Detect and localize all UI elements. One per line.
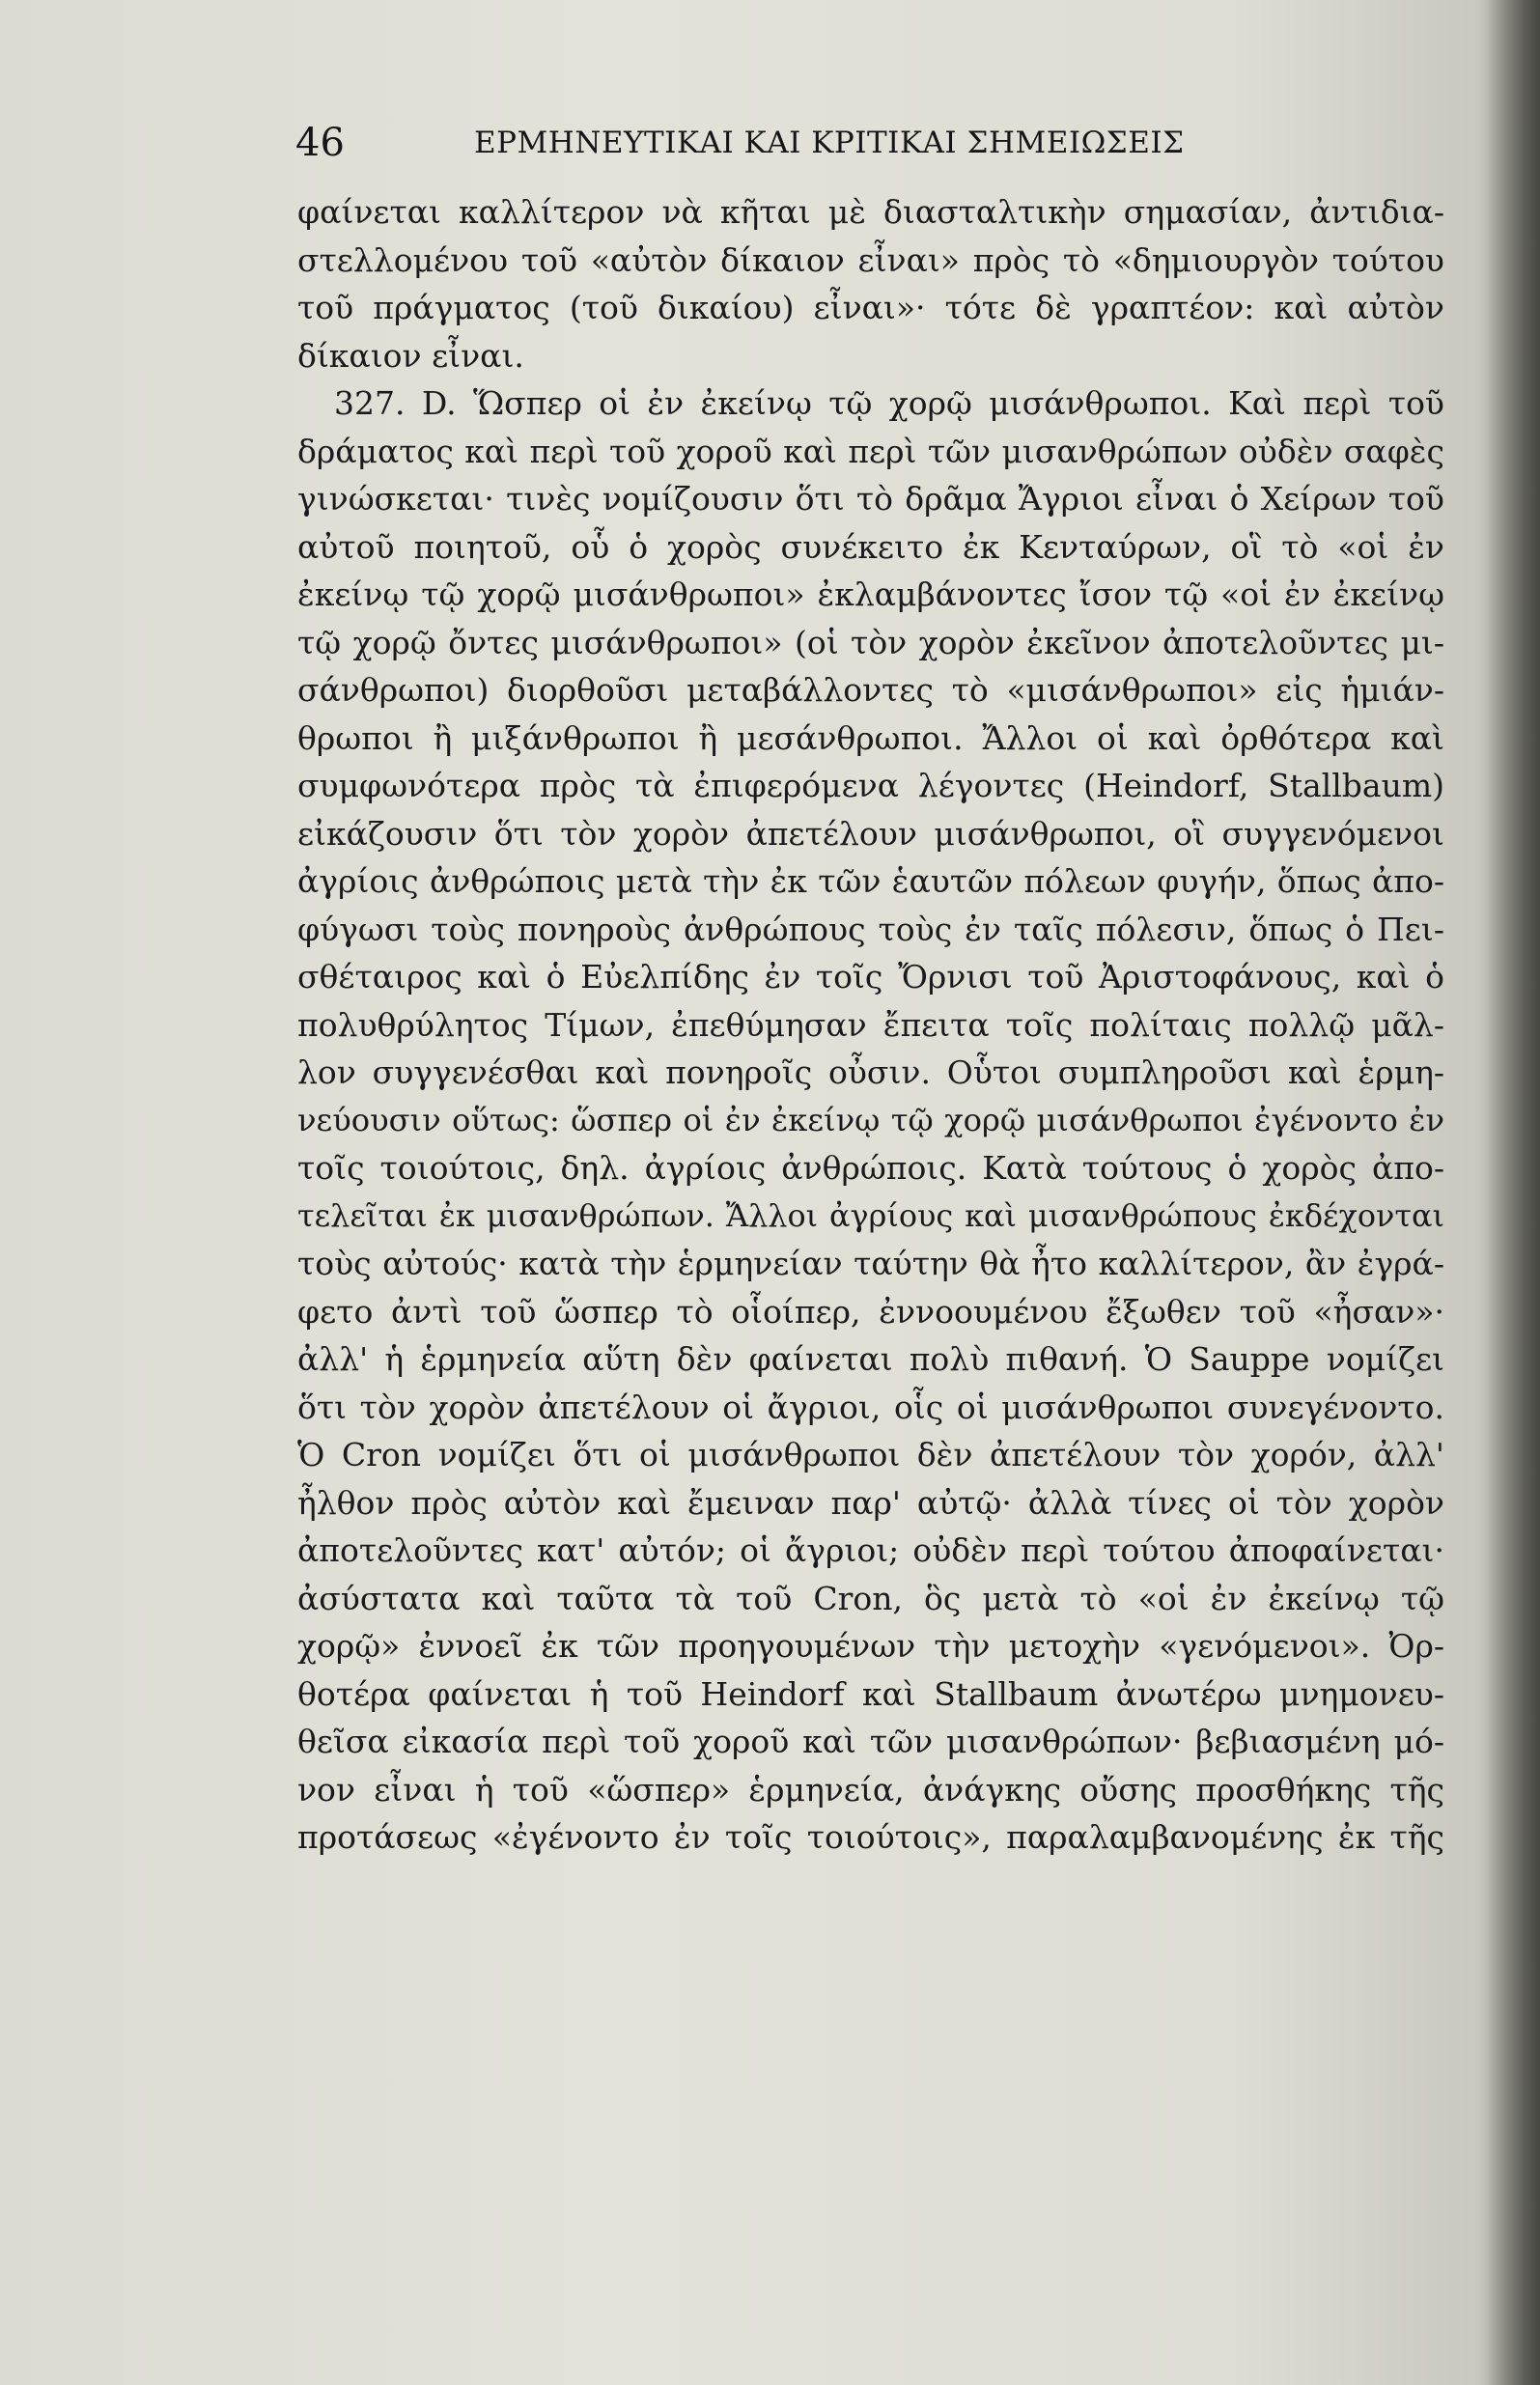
text-line: Ὁ Cron νομίζει ὅτι οἱ μισάνθρωποι δὲν ἀπετέλουν τὸν χορόν, ἀλλ' <box>297 1436 1444 1473</box>
text-line: σθέταιρος καὶ ὁ Εὐελπίδης ἐν τοῖς Ὄρνισι τοῦ Ἀριστοφάνους, καὶ ὁ <box>297 958 1444 996</box>
text-line: γινώσκεται· τινὲς νομίζουσιν ὅτι τὸ δρᾶμα Ἄγριοι εἶναι ὁ Χείρων τοῦ <box>297 480 1444 518</box>
text-line: ἐκείνῳ τῷ χορῷ μισάνθρωποι» ἐκλαμβάνοντες ἴσον τῷ «οἱ ἐν ἐκείνῳ <box>297 575 1444 613</box>
page-header <box>295 114 1261 172</box>
text-line: τῷ χορῷ ὄντες μισάνθρωποι» (οἱ τὸν χορὸν ἐκεῖνον ἀποτελοῦντες μι- <box>297 623 1444 661</box>
text-line: τοὺς αὐτούς· κατὰ τὴν ἑρμηνείαν ταύτην θὰ ἦτο καλλίτερον, ἂν ἐγρά- <box>297 1245 1444 1282</box>
text-line: ὅτι τὸν χορὸν ἀπετέλουν οἱ ἄγριοι, οἷς οἱ μισάνθρωποι συνεγένοντο. <box>297 1388 1444 1426</box>
text-line: χορῷ» ἐννοεῖ ἐκ τῶν προηγουμένων τὴν μετοχὴν «γενόμενοι». Ὀρ- <box>297 1627 1444 1665</box>
text-line: προτάσεως «ἐγένοντο ἐν τοῖς τοιούτοις», παραλαμβανομένης ἐκ τῆς <box>297 1818 1444 1856</box>
text-line: ἀλλ' ἡ ἑρμηνεία αὕτη δὲν φαίνεται πολὺ πιθανή. Ὁ Sauppe νομίζει <box>297 1340 1444 1378</box>
text-line: λον συγγενέσθαι καὶ πονηροῖς οὖσιν. Οὗτοι συμπληροῦσι καὶ ἑρμη- <box>297 1053 1444 1091</box>
text-line: στελλομένου τοῦ «αὐτὸν δίκαιον εἶναι» πρὸς τὸ «δημιουργὸν τούτου <box>297 240 1444 279</box>
body-text <box>297 188 1444 1862</box>
text-line: θοτέρα φαίνεται ἡ τοῦ Heindorf καὶ Stallbaum ἀνωτέρω μνημονευ- <box>297 1674 1444 1713</box>
text-line: πολυθρύλητος Τίμων, ἐπεθύμησαν ἔπειτα τοῖς πολίταις πολλῷ μᾶλ- <box>297 1005 1444 1044</box>
text-line: συμφωνότερα πρὸς τὰ ἐπιφερόμενα λέγοντες (Heindorf, Stallbaum) <box>297 767 1444 804</box>
text-line: εἰκάζουσιν ὅτι τὸν χορὸν ἀπετέλουν μισάνθρωποι, οἳ συγγενόμενοι <box>297 814 1444 853</box>
text-line: φύγωσι τοὺς πονηροὺς ἀνθρώπους τοὺς ἐν ταῖς πόλεσιν, ὅπως ὁ Πει- <box>297 910 1444 948</box>
text-line: 327. D. Ὥσπερ οἱ ἐν ἐκείνῳ τῷ χορῷ μισάνθρωποι. Καὶ περὶ τοῦ <box>334 384 1444 422</box>
text-line: σάνθρωποι) διορθοῦσι μεταβάλλοντες τὸ «μισάνθρωποι» εἰς ἡμιάν- <box>297 671 1444 709</box>
text-line: ἀσύστατα καὶ ταῦτα τὰ τοῦ Cron, ὃς μετὰ τὸ «οἱ ἐν ἐκείνῳ τῷ <box>297 1579 1444 1617</box>
text-line: θεῖσα εἰκασία περὶ τοῦ χοροῦ καὶ τῶν μισανθρώπων· βεβιασμένη μό- <box>297 1723 1444 1760</box>
running-title: ΕΡΜΗΝΕΥΤΙΚΑΙ ΚΑΙ ΚΡΙΤΙΚΑΙ ΣΗΜΕΙΩΣΕΙΣ <box>474 126 1185 160</box>
text-line: φαίνεται καλλίτερον νὰ κῆται μὲ διασταλτικὴν σημασίαν, ἀντιδια- <box>297 193 1444 231</box>
text-line: φετο ἀντὶ τοῦ ὥσπερ τὸ οἷοίπερ, ἐννοουμένου ἔξωθεν τοῦ «ἦσαν»· <box>297 1292 1444 1331</box>
text-line: νεύουσιν οὕτως: ὥσπερ οἱ ἐν ἐκείνῳ τῷ χορῷ μισάνθρωποι ἐγένοντο ἐν <box>297 1101 1444 1138</box>
text-line: δράματος καὶ περὶ τοῦ χοροῦ καὶ περὶ τῶν μισανθρώπων οὐδὲν σαφὲς <box>297 432 1444 470</box>
text-line: αὐτοῦ ποιητοῦ, οὗ ὁ χορὸς συνέκειτο ἐκ Κενταύρων, οἳ τὸ «οἱ ἐν <box>297 527 1444 566</box>
text-line: ἀποτελοῦντες κατ' αὐτόν; οἱ ἄγριοι; οὐδὲν περὶ τούτου ἀποφαίνεται· <box>297 1531 1444 1569</box>
page-number: 46 <box>295 121 345 165</box>
text-line: δίκαιον εἶναι. <box>297 336 524 375</box>
text-line: τοῦ πράγματος (τοῦ δικαίου) εἶναι»· τότε δὲ γραπτέον: καὶ αὐτὸν <box>297 289 1444 326</box>
text-line: τελεῖται ἐκ μισανθρώπων. Ἄλλοι ἀγρίους καὶ μισανθρώπους ἐκδέχονται <box>297 1196 1444 1234</box>
text-line: ἀγρίοις ἀνθρώποις μετὰ τὴν ἐκ τῶν ἑαυτῶν πόλεων φυγήν, ὅπως ἀπο- <box>297 862 1444 900</box>
text-line: θρωποι ἢ μιξάνθρωποι ἢ μεσάνθρωποι. Ἄλλοι οἱ καὶ ὀρθότερα καὶ <box>297 718 1444 757</box>
text-line: νον εἶναι ἡ τοῦ «ὥσπερ» ἑρμηνεία, ἀνάγκης οὔσης προσθήκης τῆς <box>297 1770 1444 1809</box>
text-line: ἦλθον πρὸς αὐτὸν καὶ ἔμειναν παρ' αὐτῷ· ἀλλὰ τίνες οἱ τὸν χορὸν <box>297 1483 1444 1522</box>
text-line: τοῖς τοιούτοις, δηλ. ἀγρίοις ἀνθρώποις. Κατὰ τούτους ὁ χορὸς ἀπο- <box>297 1149 1444 1187</box>
page-edge-shadow <box>1487 0 1540 2385</box>
